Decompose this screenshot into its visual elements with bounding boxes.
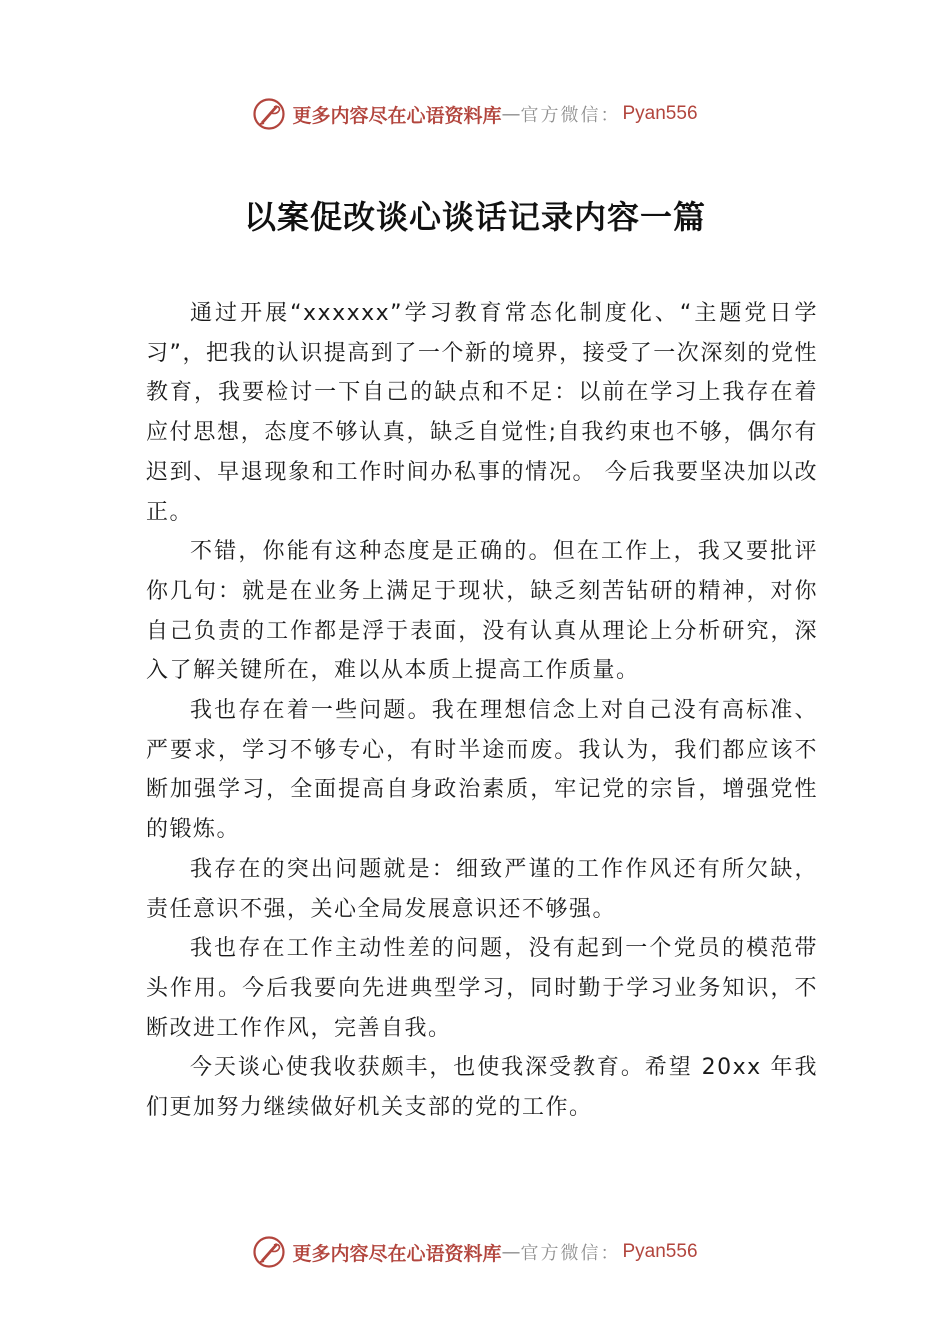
- paragraph-2: 不错，你能有这种态度是正确的。但在工作上，我又要批评你几句：就是在业务上满足于现状，缺乏刻苦钻研的精神，对你自己负责的工作都是浮于表面，没有认真从理论上分析研究，深入了解关键所在，难以从本质上提高工作质量。: [146, 539, 818, 684]
- watermark-sub-text: 官方微信：: [520, 1243, 621, 1264]
- watermark-main-text: 更多内容尽在心语资料库: [292, 104, 502, 127]
- paragraph-4: 我存在的突出问题就是：细致严谨的工作作风还有所欠缺，责任意识不强，关心全局发展意识还不够强。: [146, 856, 818, 922]
- watermark-wechat-id: Pyan556: [622, 1241, 698, 1262]
- document-body: [146, 294, 818, 1128]
- document-title: 以案促改谈心谈话记录内容一篇: [243, 198, 706, 236]
- quill-logo-icon: [252, 1235, 286, 1269]
- watermark-sub-text: 官方微信：: [520, 105, 621, 126]
- paragraph-6: 今天谈心使我收获颇丰，也使我深受教育。希望 20xx 年我们更加努力继续做好机关支部的党的工作。: [146, 1055, 818, 1121]
- watermark-main-text: 更多内容尽在心语资料库: [292, 1242, 502, 1265]
- paragraph-5: 我也存在工作主动性差的问题，没有起到一个党员的模范带头作用。今后我要向先进典型学习，同时勤于学习业务知识，不断改进工作作风，完善自我。: [146, 936, 818, 1041]
- watermark-dash: —: [501, 103, 521, 125]
- watermark-dash: —: [501, 1241, 521, 1263]
- paragraph-3: 我也存在着一些问题。我在理想信念上对自己没有高标准、严要求，学习不够专心，有时半途而废。我认为，我们都应该不断加强学习，全面提高自身政治素质，牢记党的宗旨，增强党性的锻炼。: [146, 698, 818, 843]
- footer-watermark: [0, 1232, 950, 1272]
- header-watermark: [0, 94, 950, 134]
- watermark-wechat-id: Pyan556: [622, 103, 698, 124]
- paragraph-1: 通过开展“xxxxxx”学习教育常态化制度化、“主题党日学习”，把我的认识提高到了一个新的境界，接受了一次深刻的党性教育，我要检讨一下自己的缺点和不足：以前在学习上我存在着应付思想，态度不够认真，缺乏自觉性;自我约束也不够，偶尔有迟到、早退现象和工作时间办私事的情况。 今后我要坚决加以改正。: [146, 301, 818, 525]
- quill-logo-icon: [252, 97, 286, 131]
